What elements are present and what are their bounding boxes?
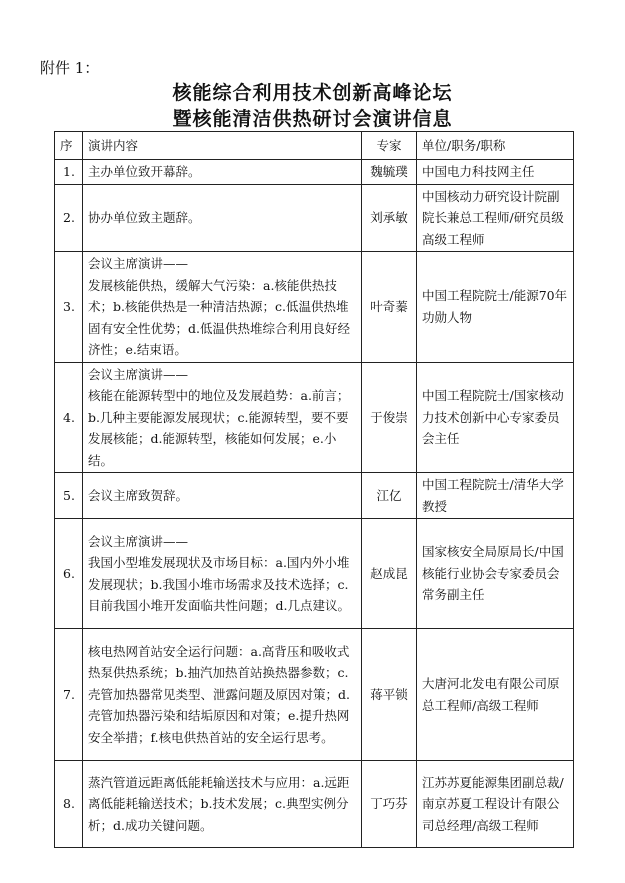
table-row [55, 160, 574, 185]
expert-name: 于俊崇 [362, 362, 417, 473]
speech-content: 蒸汽管道远距离低能耗输送技术与应用：a.远距离低能耗输送技术；b.技术发展；c.典型实例分析；d.成功关键问题。 [83, 761, 362, 848]
table-row [55, 362, 574, 473]
attachment-label: 附件 1： [40, 59, 100, 77]
row-number: 4. [55, 362, 83, 473]
expert-name: 丁巧芬 [362, 761, 417, 848]
row-number: 3. [55, 252, 83, 363]
document-title-line2: 暨核能清洁供热研讨会演讲信息 [172, 108, 453, 130]
row-number: 8. [55, 761, 83, 848]
speech-content: 会议主席致贺辞。 [83, 473, 362, 519]
expert-affiliation: 中国工程院院士/能源70年功勋人物 [417, 252, 574, 363]
row-number: 6. [55, 519, 83, 629]
expert-affiliation: 大唐河北发电有限公司原总工程师/高级工程师 [417, 629, 574, 761]
document-title-line1: 核能综合利用技术创新高峰论坛 [172, 82, 453, 104]
table-row [55, 252, 574, 363]
expert-name: 蒋平锁 [362, 629, 417, 761]
table-header-row [55, 132, 574, 160]
expert-affiliation: 国家核安全局原局长/中国核能行业协会专家委员会常务副主任 [417, 519, 574, 629]
expert-name: 魏毓璞 [362, 160, 417, 185]
speech-content: 会议主席演讲—— 发展核能供热，缓解大气污染：a.核能供热技术；b.核能供热是一种清洁热源；c.低温供热堆固有安全性优势；d.低温供热堆综合利用良好经济性；e.结束语。 [83, 252, 362, 363]
expert-name: 叶奇蓁 [362, 252, 417, 363]
speech-content: 主办单位致开幕辞。 [83, 160, 362, 185]
speech-info-table [54, 131, 574, 848]
expert-affiliation: 江苏苏夏能源集团副总裁/南京苏夏工程设计有限公司总经理/高级工程师 [417, 761, 574, 848]
expert-affiliation: 中国核动力研究设计院副院长兼总工程师/研究员级高级工程师 [417, 184, 574, 252]
header-unit: 单位/职务/职称 [417, 132, 574, 160]
speech-content: 会议主席演讲—— 核能在能源转型中的地位及发展趋势：a.前言；b.几种主要能源发展现状；c.能源转型，要不要发展核能；d.能源转型，核能如何发展；e.小结。 [83, 362, 362, 473]
table-row [55, 519, 574, 629]
row-number: 5. [55, 473, 83, 519]
speech-content: 会议主席演讲—— 我国小型堆发展现状及市场目标：a.国内外小堆发展现状；b.我国小堆市场需求及技术选择；c.目前我国小堆开发面临共性问题；d.几点建议。 [83, 519, 362, 629]
row-number: 1. [55, 160, 83, 185]
expert-name: 刘承敏 [362, 184, 417, 252]
expert-affiliation: 中国工程院院士/国家核动力技术创新中心专家委员会主任 [417, 362, 574, 473]
expert-name: 江亿 [362, 473, 417, 519]
table-row [55, 473, 574, 519]
row-number: 2. [55, 184, 83, 252]
header-expert: 专家 [362, 132, 417, 160]
speech-content: 核电热网首站安全运行问题：a.高背压和吸收式热泵供热系统；b.抽汽加热首站换热器参数；c.壳管加热器常见类型、泄露问题及原因对策；d.壳管加热器污染和结垢原因和对策；e.提升热网安全举措；f.核电供热首站的安全运行思考。 [83, 629, 362, 761]
expert-affiliation: 中国工程院院士/清华大学教授 [417, 473, 574, 519]
header-seq: 序 [55, 132, 83, 160]
table-row [55, 761, 574, 848]
row-number: 7. [55, 629, 83, 761]
header-content: 演讲内容 [83, 132, 362, 160]
expert-name: 赵成昆 [362, 519, 417, 629]
expert-affiliation: 中国电力科技网主任 [417, 160, 574, 185]
speech-content: 协办单位致主题辞。 [83, 184, 362, 252]
table-row [55, 629, 574, 761]
table-row [55, 184, 574, 252]
